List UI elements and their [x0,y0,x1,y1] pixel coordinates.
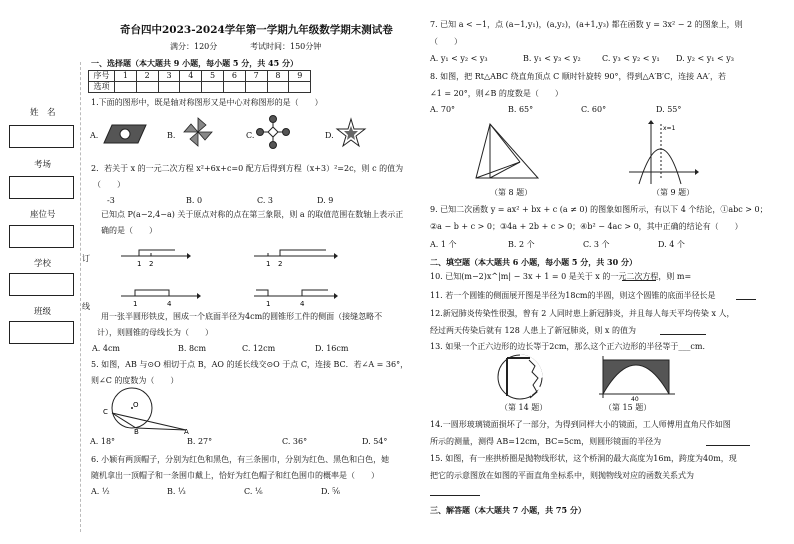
answer-cell[interactable] [136,82,158,93]
q2-opt-c: C. 3 [257,196,274,205]
q6-opt-b: B. ⅓ [167,487,186,496]
q2-line1: 2．若关于 x 的一元二次方程 x²+6x+c=0 配方后得到方程（x+3）²=2c，则 c 的值为 [91,164,404,173]
q5-opt-d: D. 54° [362,437,388,446]
q14-line2: 所示的测量，测得 AB=12cm，BC=5cm，则圆形镜面的半径为 [430,437,662,446]
table-cell: 3 [158,71,180,82]
q1-figure-a-parallelogram [102,123,148,145]
name-field[interactable] [9,125,74,148]
class-label: 班级 [34,307,52,317]
q5-label-c: C [103,408,108,416]
q15-answer-blank[interactable] [430,487,480,496]
q1-figure-d-star [336,118,366,148]
q3-line2: 确的是（ ） [101,226,157,235]
full-score: 满分：120分 [170,42,218,51]
table-header-cell: 序号 [89,71,115,82]
q7-opt-b: B. y₁ < y₃ < y₂ [523,54,581,63]
q4-line1: 用一张半圆形铁皮，围成一个底面半径为4cm的圆锥形工件的侧面（接缝忽略不 [101,312,383,321]
q1-stem: 1.下面的图形中，既是轴对称图形又是中心对称图形的是（ ） [91,98,323,107]
table-cell: 6 [223,71,245,82]
q14-answer-blank[interactable] [706,437,750,446]
q1-opt-d: D. [325,131,334,140]
q1-figure-c-circles [256,115,290,149]
number-line-d-tick-4: 4 [300,300,305,308]
table-cell: 4 [180,71,202,82]
q5-label-a: A [184,428,189,436]
q5-opt-c: C. 36° [282,437,308,446]
q5-label-b: B [134,428,139,436]
q2-opt-d: D. 9 [317,196,334,205]
table-cell: 7 [245,71,267,82]
q11-text: 11. 若一个圆锥的侧面展开图是半径为18cm的半圆，则这个圆锥的底面半径长是 [430,291,716,300]
page-title: 奇台四中2023-2024学年第一学期九年级数学期末测试卷 [120,24,393,36]
q1-opt-c: C. [246,131,255,140]
q5-circle-tangent-figure [100,386,190,434]
answer-cell[interactable] [180,82,202,93]
number-line-d [254,287,338,307]
q7-opt-d: D. y₂ < y₁ < y₃ [676,54,734,63]
q2-line2: （ ） [93,180,125,189]
binding-mark-ding: 订 [82,254,90,263]
table-cell: 8 [267,71,289,82]
q3-line1: 已知点 P(a−2,4−a) 关于原点对称的点在第三象限，则 a 的取值范围在数轴上表示正 [101,210,404,219]
table-cell: 9 [289,71,311,82]
q15-line1: 15. 如图，有一座拱桥圈是抛物线形状，这个桥洞的最大高度为16m，跨度为40m，现 [430,454,737,463]
answer-cell[interactable] [289,82,311,93]
section-heading-3: 三、解答题（本大题共 7 小题，共 75 分） [430,505,586,515]
exam-room-field[interactable] [9,176,74,199]
q15-figure-caption: （第 15 题） [604,403,652,412]
q13-text: 13. 如果一个正六边形的边长等于2cm，那么这个正六边形的半径等于___cm． [430,342,711,351]
answer-table [88,70,311,93]
q7-line2: （ ） [430,37,462,46]
school-field[interactable] [9,273,74,296]
q8-opt-a: A. 70° [430,105,456,114]
q14-line1: 14.一圆形玻璃镜面损坏了一部分，为得到同样大小的镜面，工人师傅用直角尺作如图 [430,420,731,429]
answer-cell[interactable] [202,82,224,93]
q5-opt-b: B. 27° [187,437,213,446]
answer-cell[interactable] [158,82,180,93]
q6-line1: 6. 小颖有两顶帽子，分别为红色和黑色，有三条围巾，分别为红色、黑色和白色，她 [91,455,390,464]
answer-cell[interactable] [245,82,267,93]
number-line-c [121,287,201,307]
number-line-a [121,247,191,267]
q8-line1: 8. 如图，把 Rt△ABC 绕直角顶点 C 顺时针旋转 90°，得到△A′B′C，连接 AA′，若 [430,72,726,81]
section-heading-2: 二、填空题（本大题共 6 小题，每小题 5 分，共 30 分） [430,257,637,267]
q8-triangle-figure [470,120,550,182]
q6-opt-a: A. ½ [91,487,110,496]
q8-figure-caption: （第 8 题） [490,188,533,197]
table-row [89,82,311,93]
q14-figure-caption: （第 14 题） [500,403,548,412]
q9-opt-d: D. 4 个 [658,240,685,249]
q1-opt-a: A. [90,131,99,140]
q8-line2: ∠1 = 20°，则∠B 的度数是（ ） [430,89,563,98]
table-cell: 2 [136,71,158,82]
q2-opt-a: -3 [107,196,115,205]
q5-opt-a: A. 18° [90,437,116,446]
section-heading-1: 一、选择题（本大题共 9 小题，每小题 5 分，共 45 分） [91,58,298,68]
q11-answer-blank[interactable] [736,291,756,300]
seat-number-field[interactable] [9,225,74,248]
q10-text: 10. 已知(m−2)x^|m| − 3x + 1 = 0 是关于 x 的一元二次方程，则 m= [430,272,692,281]
number-line-c-tick-1: 1 [133,300,138,308]
q14-mirror-figure [495,352,545,402]
q6-line2: 随机拿出一顶帽子和一条围巾戴上，恰好为红色帽子和红色围巾的概率是（ ） [91,471,379,480]
number-line-a-tick-1: 1 [137,260,142,268]
exam-room-label: 考场 [34,160,52,170]
binding-mark-xian: 线 [82,302,90,311]
q15-arch-figure [597,354,677,402]
q2-opt-b: B. 0 [186,196,203,205]
number-line-b-tick-1: 1 [266,260,271,268]
exam-time: 考试时间：150分钟 [250,42,322,51]
q7-opt-c: C. y₃ < y₂ < y₁ [602,54,660,63]
q1-figure-b-pinwheel [183,117,213,147]
q8-opt-b: B. 65° [508,105,534,114]
q4-line2: 计），则圆锥的母线长为（ ） [97,328,213,337]
q10-answer-blank[interactable] [622,272,656,281]
q9-opt-b: B. 2 个 [508,240,535,249]
name-label: 姓 名 [30,108,56,118]
q6-opt-d: D. ⅚ [321,487,340,496]
q9-figure-caption: （第 9 题） [652,188,695,197]
q9-parabola-figure [629,120,699,184]
q9-opt-a: A. 1 个 [430,240,457,249]
q5-label-o: O [133,401,139,409]
q4-opt-a: A. 4cm [92,344,121,353]
q7-line1: 7. 已知 a < −1，点 (a−1,y₁)，(a,y₂)，(a+1,y₃) 都在函数 y = 3x² − 2 的图象上，则 [430,20,743,29]
q15-span-label: 40 [631,396,639,403]
class-field[interactable] [9,321,74,344]
number-line-b-tick-2: 2 [278,260,283,268]
q8-opt-d: D. 55° [656,105,682,114]
answer-cell[interactable] [223,82,245,93]
q12-line1: 12.新冠肺炎传染性很强，曾有 2 人同时患上新冠肺炎，并且每人每天平均传染 x 人， [430,309,735,318]
binding-line [80,62,81,532]
table-header-cell: 选项 [89,82,115,93]
q9-opt-c: C. 3 个 [583,240,610,249]
table-row [89,71,311,82]
q5-line1: 5. 如图，AB 与⊙O 相切于点 B，AO 的延长线交⊙O 于点 C，连接 BC．若∠A = 36°， [91,360,409,369]
q9-axis-label: x=1 [663,125,676,132]
answer-cell[interactable] [115,82,137,93]
q12-line2: 经过两天传染后就有 128 人患上了新冠肺炎，则 x 的值为 [430,326,636,335]
q15-line2: 把它的示意图放在如图的平面直角坐标系中，则抛物线对应的函数关系式为 [430,471,694,480]
q7-opt-a: A. y₁ < y₂ < y₃ [430,54,488,63]
number-line-b [254,247,338,267]
q4-opt-d: D. 16cm [315,344,349,353]
number-line-d-tick-1: 1 [266,300,271,308]
q8-opt-c: C. 60° [581,105,607,114]
number-line-a-tick-2: 2 [149,260,154,268]
q1-opt-b: B. [167,131,176,140]
q6-opt-c: C. ⅙ [244,487,263,496]
table-cell: 1 [115,71,137,82]
seat-number-label: 座位号 [30,210,56,220]
q4-opt-c: C. 12cm [242,344,276,353]
number-line-c-tick-4: 4 [167,300,172,308]
q5-line2: 则∠C 的度数为（ ） [91,376,179,385]
q9-line1: 9. 已知二次函数 y = ax² + bx + c (a ≠ 0) 的图象如图所示，有以下 4 个结论，①abc > 0； [430,205,768,214]
school-label: 学校 [34,259,52,269]
table-cell: 5 [202,71,224,82]
q12-answer-blank[interactable] [660,326,706,335]
answer-cell[interactable] [267,82,289,93]
q9-line2: ②a − b + c > 0；③4a + 2b + c > 0；④b² − 4ac > 0，其中正确的结论有（ ） [430,222,743,231]
q4-opt-b: B. 8cm [178,344,207,353]
